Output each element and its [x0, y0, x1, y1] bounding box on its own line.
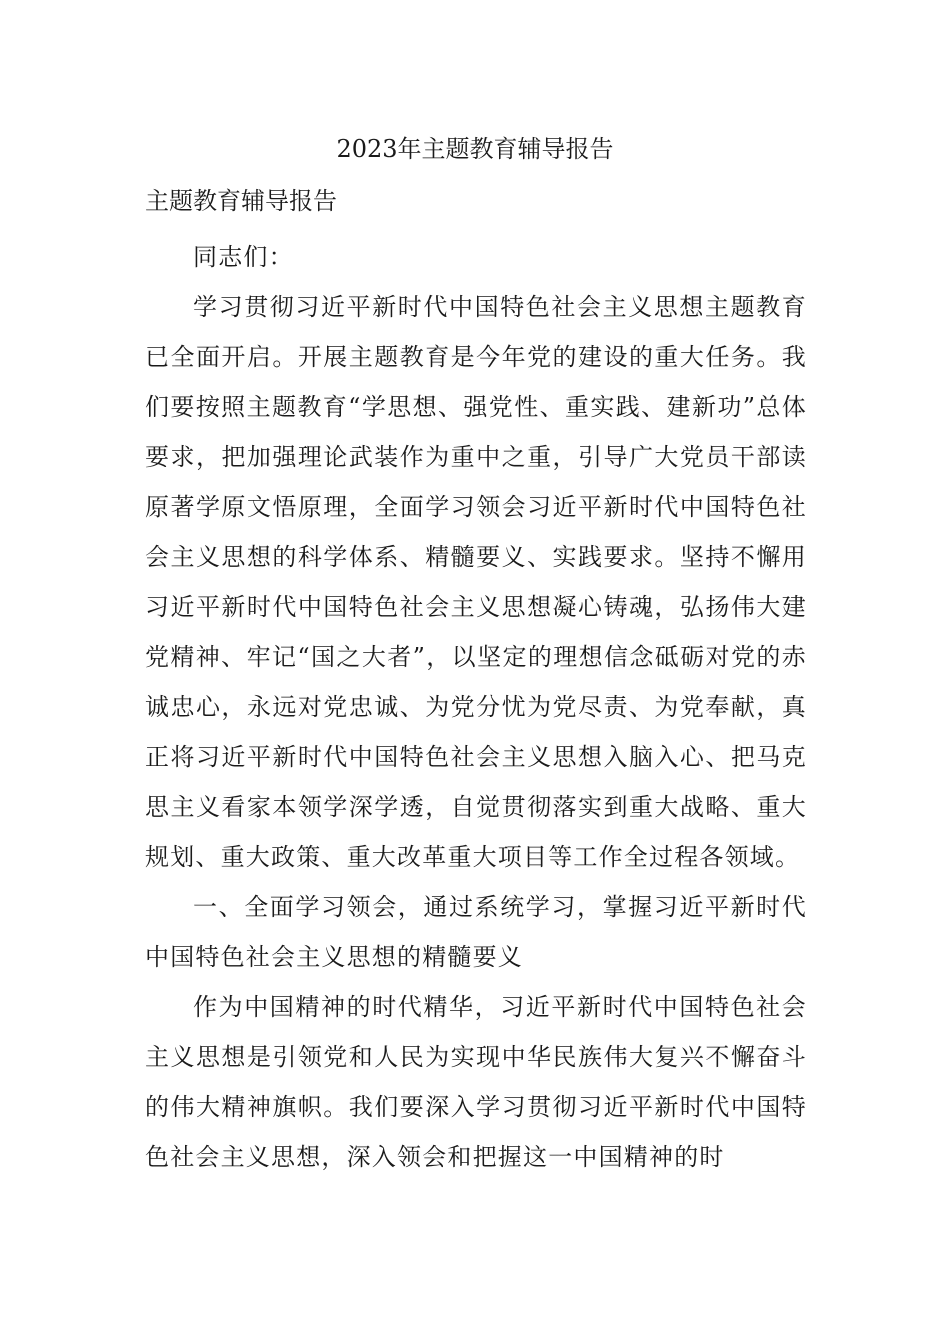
salutation: 同志们： — [193, 243, 294, 271]
document-body — [145, 232, 807, 1182]
section-heading: 一、全面学习领会，通过系统学习，掌握习近平新时代中国特色社会主义思想的精髓要义 — [145, 893, 807, 971]
body-paragraph: 学习贯彻习近平新时代中国特色社会主义思想主题教育已全面开启。开展主题教育是今年党的建设的重大任务。我们要按照主题教育“学思想、强党性、重实践、建新功”总体要求，把加强理论武装作为重中之重，引导广大党员干部读原著学原文悟原理，全面学习领会习近平新时代中国特色社会主义思想的科学体系、精髓要义、实践要求。坚持不懈用习近平新时代中国特色社会主义思想凝心铸魂，弘扬伟大建党精神、牢记“国之大者”，以坚定的理想信念砥砺对党的赤诚忠心，永远对党忠诚、为党分忧为党尽责、为党奉献，真正将习近平新时代中国特色社会主义思想入脑入心、把马克思主义看家本领学深学透，自觉贯彻落实到重大战略、重大规划、重大政策、重大改革重大项目等工作全过程各领域。 — [145, 293, 807, 871]
body-paragraph: 作为中国精神的时代精华，习近平新时代中国特色社会主义思想是引领党和人民为实现中华民族伟大复兴不懈奋斗的伟大精神旗帜。我们要深入学习贯彻习近平新时代中国特色社会主义思想，深入领会和把握这一中国精神的时 — [145, 993, 807, 1171]
document-title: 2023年主题教育辅导报告 — [336, 135, 614, 163]
document-subtitle: 主题教育辅导报告 — [145, 187, 337, 215]
